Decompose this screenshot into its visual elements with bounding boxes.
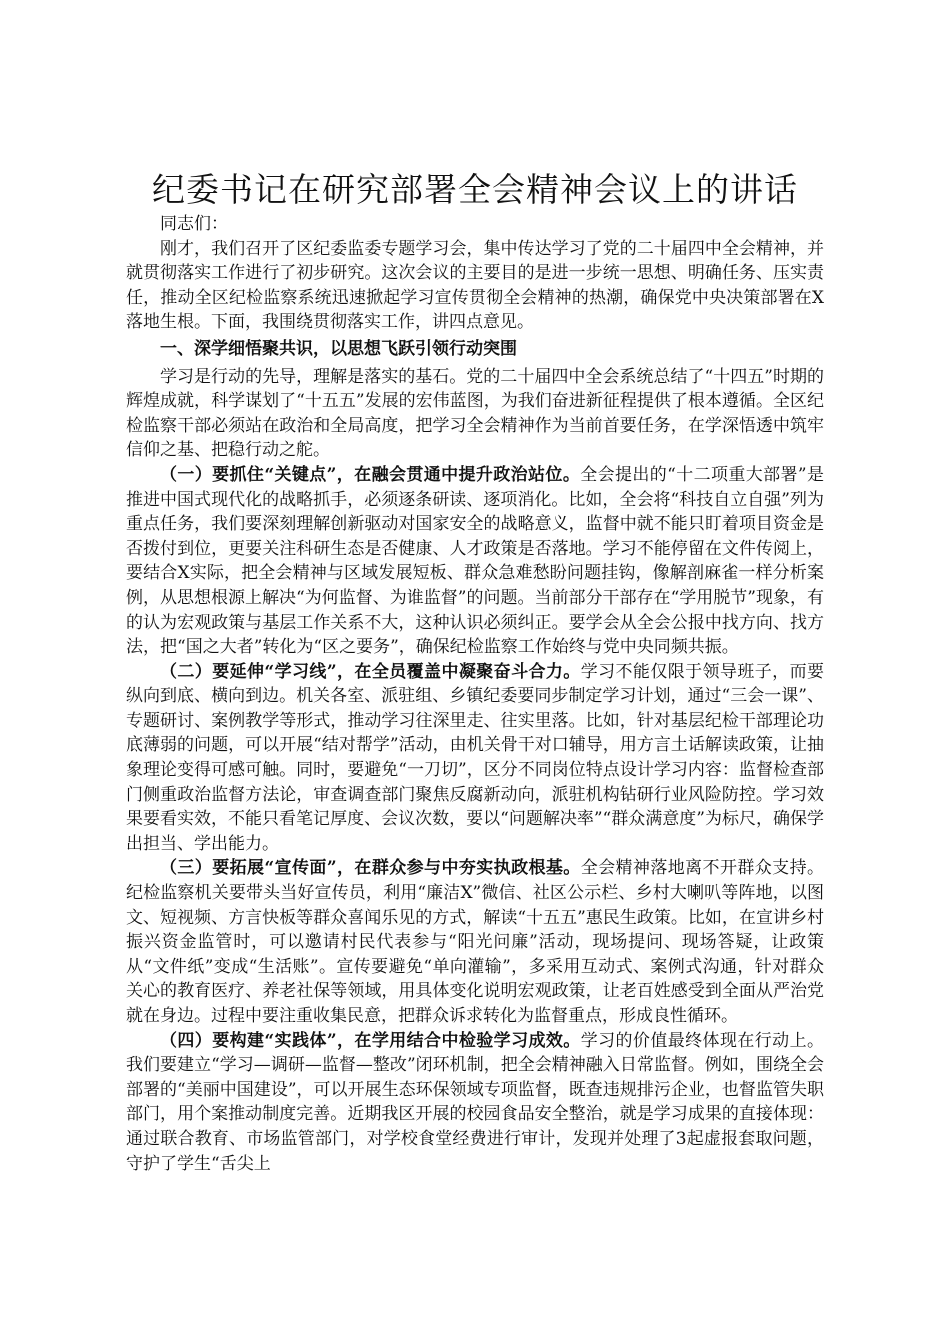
subsection-label-2: （二）要延伸“学习线”，在全员覆盖中凝聚奋斗合力。 [160,661,581,682]
subsection-paragraph-4 [126,1029,824,1177]
section-lead-paragraph: 学习是行动的先导，理解是落实的基石。党的二十届四中全会系统总结了“十四五”时期的辉煌成就，科学谋划了“十五五”发展的宏伟蓝图，为我们奋进新征程提供了根本遵循。全区纪检监察干部必须站在政治和全局高度，把学习全会精神作为当前首要任务，在学深悟透中筑牢信仰之基、把稳行动之舵。 [126,366,824,461]
subsection-label-3: （三）要拓展“宣传面”，在群众参与中夯实执政根基。 [160,858,581,879]
subsection-text-4: 学习的价值最终体现在行动上。我们要建立“学习—调研—监督—整改”闭环机制，把全会精神融入日常监督。例如，围绕全会部署的“美丽中国建设”，可以开展生态环保领域专项监督，既查违规排污企业，也督监管失职部门，用个案推动制度完善。近期我区开展的校园食品安全整治，就是学习成果的直接体现：通过联合教育、市场监管部门，对学校食堂经费进行审计，发现并处理了3起虚报套取问题，守护了学生“舌尖上 [126,1030,824,1174]
subsection-text-1: 全会提出的“十二项重大部署”是推进中国式现代化的战略抓手，必须逐条研读、逐项消化。比如，全会将“科技自立自强”列为重点任务，我们要深刻理解创新驱动对国家安全的战略意义，监督中就不能只盯着项目资金是否拨付到位，更要关注科研生态是否健康、人才政策是否落地。学习不能停留在文件传阅上，要结合X实际，把全会精神与区域发展短板、群众急难愁盼问题挂钩，像解剖麻雀一样分析案例，从思想根源上解决“为何监督、为谁监督”的问题。当前部分干部存在“学用脱节”现象，有的认为宏观政策与基层工作关系不大，这种认识必须纠正。要学会从全会公报中找方向、找方法，把“国之大者”转化为“区之要务”，确保纪检监察工作始终与党中央同频共振。 [126,464,824,658]
salutation: 同志们： [160,214,228,234]
intro-paragraph: 刚才，我们召开了区纪委监委专题学习会，集中传达学习了党的二十届四中全会精神，并就贯彻落实工作进行了初步研究。这次会议的主要目的是进一步统一思想、明确任务、压实责任，推动全区纪检监察系统迅速掀起学习宣传贯彻全会精神的热潮，确保党中央决策部署在X落地生根。下面，我围绕贯彻落实工作，讲四点意见。 [126,238,824,333]
subsection-text-2: 学习不能仅限于领导班子，而要纵向到底、横向到边。机关各室、派驻组、乡镇纪委要同步制定学习计划，通过“三会一课”、专题研讨、案例教学等形式，推动学习往深里走、往实里落。比如，针对基层纪检干部理论功底薄弱的问题，可以开展“结对帮学”活动，由机关骨干对口辅导，用方言土话解读政策，让抽象理论变得可感可触。同时，要避免“一刀切”，区分不同岗位特点设计学习内容：监督检查部门侧重政治监督方法论，审查调查部门聚焦反腐新动向，派驻机构钻研行业风险防控。学习效果要看实效，不能只看笔记厚度、会议次数，要以“问题解决率”“群众满意度”为标尺，确保学出担当、学出能力。 [126,661,824,854]
subsection-paragraph-2 [126,660,824,857]
subsection-label-1: （一）要抓住“关键点”，在融会贯通中提升政治站位。 [160,464,581,485]
subsection-text-3: 全会精神落地离不开群众支持。纪检监察机关要带头当好宣传员，利用“廉洁X”微信、社区公示栏、乡村大喇叭等阵地，以图文、短视频、方言快板等群众喜闻乐见的方式，解读“十五五”惠民生政策。比如，在宣讲乡村振兴资金监管时，可以邀请村民代表参与“阳光问廉”活动，现场提问、现场答疑，让政策从“文件纸”变成“生活账”。宣传要避免“单向灌输”，多采用互动式、案例式沟通，针对群众关心的教育医疗、养老社保等领域，用具体变化说明宏观政策，让老百姓感受到全面从严治党就在身边。过程中要注重收集民意，把群众诉求转化为监督重点，形成良性循环。 [126,858,824,1026]
subsection-paragraph-3 [126,856,824,1028]
document-body [126,212,824,1176]
subsection-paragraph-1 [126,463,824,660]
subsection-label-4: （四）要构建“实践体”，在学用结合中检验学习成效。 [160,1030,581,1051]
section-heading: 一、深学细悟聚共识，以思想飞跃引领行动突围 [160,338,517,359]
document-title: 纪委书记在研究部署全会精神会议上的讲话 [152,170,798,209]
document-page [126,168,824,1176]
